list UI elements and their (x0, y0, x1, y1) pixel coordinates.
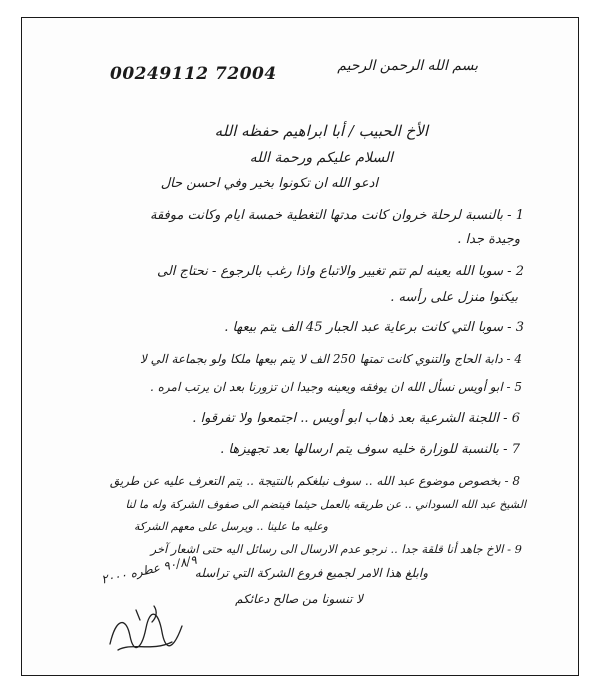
addressee: الأخ الحبيب / أبا ابراهيم حفظه الله (214, 122, 428, 140)
item-number: 8 (512, 474, 520, 488)
phone-number: 00249112 72004 (110, 64, 277, 84)
letter-page (21, 17, 579, 676)
item-8-line-1: 8 - بخصوص موضوع عبد الله .. سوف نبلغكم بالنتيجة .. يتم التعرف عليه عن طريق (109, 474, 520, 488)
closing-line: لا تنسونا من صالح دعائكم (235, 592, 363, 606)
item-9-line-1: 9 - الاخ جاهد أنا قلقة جدا .. نرجو عدم الارسال الى رسائل اليه حتى اشعار آخر (150, 542, 522, 556)
signature-svg (102, 598, 192, 658)
basmala: بسم الله الرحمن الرحيم (337, 58, 478, 74)
item-7: 7 - بالنسبة للوزارة خليه سوف يتم ارسالها بعد تجهيزها . (220, 442, 520, 457)
item-5: 5 - ابو أويس نسأل الله ان يوفقه ويعينه وجيدا ان تزورنا بعد ان يرتب امره . (149, 380, 522, 394)
item-text: بالنسبة للوزارة خليه سوف يتم ارسالها بعد تجهيزها . (220, 442, 500, 457)
item-6: 6 - اللجنة الشرعية بعد ذهاب ابو أويس .. اجتمعوا ولا تفرقوا . (192, 411, 520, 426)
item-3: 3 - سوبا التي كانت برعاية عبد الجبار 45 الف يتم بيعها . (224, 320, 524, 335)
item-number: 3 (515, 320, 524, 335)
item-9-line-2: وابلغ هذا الامر لجميع فروع الشركة التي تراسله (194, 566, 428, 580)
item-number: 9 (514, 542, 522, 556)
item-8-line-3: وعليه ما علينا .. ويرسل على معهم الشركة (133, 520, 328, 533)
item-number: 4 (514, 352, 522, 366)
item-2-line-2: بيكنوا منزل على رأسه . (390, 290, 518, 305)
item-text: ابو أويس نسأل الله ان يوفقه ويعينه وجيدا ان تزورنا بعد ان يرتب امره . (149, 380, 503, 394)
item-number: 7 (511, 442, 520, 457)
greeting: السلام عليكم ورحمة الله (249, 150, 393, 166)
item-text: بالنسبة لرحلة خروان كانت مدتها التغطية خمسة ايام وكانت موفقة (149, 208, 504, 223)
item-number: 5 (514, 380, 522, 394)
item-text: الاخ جاهد أنا قلقة جدا .. نرجو عدم الارسال الى رسائل اليه حتى اشعار آخر (150, 542, 504, 556)
signature-scribble (102, 598, 192, 658)
item-4: 4 - دابة الحاج والتنوي كانت تمتها 250 الف لا يتم بيعها ملكا ولو بجماعة الي لا (139, 352, 522, 366)
item-text: سوبا الله يعينه لم تتم تغيير والاتباع واذا رغب بالرجوع - نحتاج الى (157, 264, 504, 279)
item-8-line-2: الشيخ عبد الله السوداني .. عن طريقه بالعمل حيثما فيتضم الى صفوف الشركة وله ما لنا (125, 498, 526, 511)
item-1-line-2: وجيدة جدا . (457, 232, 520, 247)
item-2-line-1: 2 - سوبا الله يعينه لم تتم تغيير والاتباع واذا رغب بالرجوع - نحتاج الى (157, 264, 524, 279)
item-text: دابة الحاج والتنوي كانت تمتها 250 الف لا يتم بيعها ملكا ولو بجماعة الي لا (139, 352, 503, 366)
item-1-line-1: 1 - بالنسبة لرحلة خروان كانت مدتها التغطية خمسة ايام وكانت موفقة (149, 208, 524, 223)
item-text: بخصوص موضوع عبد الله .. سوف نبلغكم بالنتيجة .. يتم التعرف عليه عن طريق (109, 474, 501, 488)
item-text: اللجنة الشرعية بعد ذهاب ابو أويس .. اجتمعوا ولا تفرقوا . (192, 411, 500, 426)
item-text: سوبا التي كانت برعاية عبد الجبار 45 الف يتم بيعها . (224, 320, 504, 335)
item-number: 1 (515, 208, 524, 223)
item-number: 6 (511, 411, 520, 426)
wish-line: ادعو الله ان تكونوا بخير وفي احسن حال (160, 176, 378, 191)
signature-stroke-2 (118, 642, 172, 650)
item-number: 2 (515, 264, 524, 279)
date-note: ۹۰/۸/۹ عطره ۲۰۰۰ (100, 552, 198, 587)
